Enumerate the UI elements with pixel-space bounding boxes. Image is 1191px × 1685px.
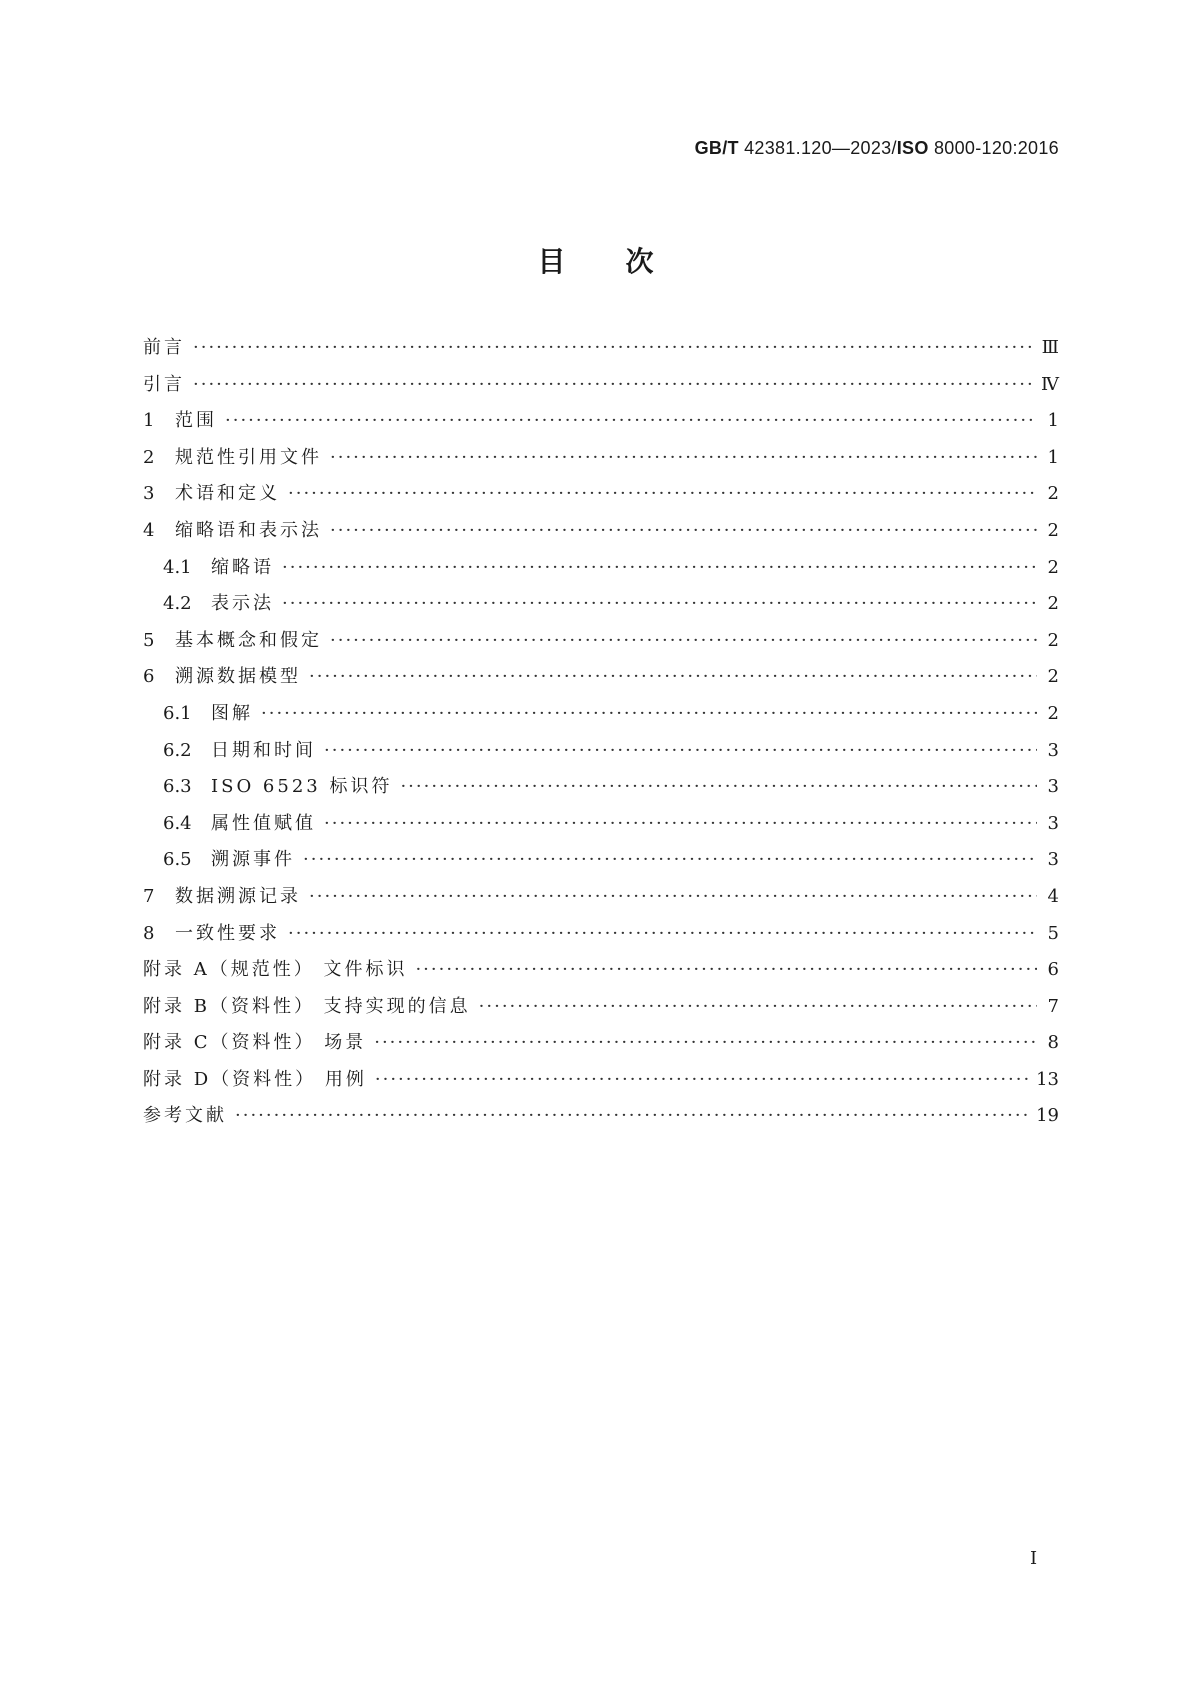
toc-entry[interactable]: [143, 589, 1059, 626]
toc-dot-leader: [303, 849, 1037, 870]
doc-code-number: 42381.120—2023/: [738, 138, 897, 158]
toc-entry-page: 2: [1047, 629, 1059, 651]
toc-entry-label: 引言: [143, 373, 185, 395]
toc-dot-leader: [309, 886, 1037, 907]
toc-entry[interactable]: [143, 1101, 1059, 1138]
toc-entry[interactable]: [143, 992, 1059, 1029]
toc-entry[interactable]: [143, 553, 1059, 590]
toc-entry-page: 4: [1047, 885, 1059, 907]
toc-entry-number: 8: [143, 922, 155, 944]
toc-entry[interactable]: [143, 479, 1059, 516]
toc-dot-leader: [282, 557, 1037, 578]
toc-entry-page: 3: [1047, 812, 1059, 834]
toc-entry-page: 7: [1047, 995, 1059, 1017]
document-code: [695, 138, 1059, 159]
toc-entry-page: 1: [1047, 446, 1059, 468]
toc-entry-label: 一致性要求: [175, 922, 280, 944]
doc-code-iso-number: 8000-120:2016: [928, 138, 1059, 158]
toc-entry-page: 1: [1047, 410, 1059, 432]
toc-entry-number: 6.5: [163, 849, 192, 871]
toc-entry-label: 附录 D（资料性） 用例: [143, 1068, 367, 1090]
toc-entry-label: 附录 C（资料性） 场景: [143, 1032, 367, 1054]
toc-entry[interactable]: [143, 626, 1059, 663]
toc-dot-leader: [374, 1032, 1037, 1053]
toc-entry-page: 19: [1036, 1105, 1059, 1127]
toc-entry[interactable]: [143, 699, 1059, 736]
toc-entry-page: 2: [1047, 483, 1059, 505]
toc-entry-label: 属性值赋值: [211, 812, 316, 834]
toc-entry-page: 3: [1047, 776, 1059, 798]
toc-entry[interactable]: [143, 443, 1059, 480]
toc-entry-number: 2: [143, 446, 155, 468]
toc-dot-leader: [400, 776, 1037, 797]
toc-entry-label: 图解: [211, 702, 253, 724]
toc-entry-label: 数据溯源记录: [175, 885, 301, 907]
toc-entry[interactable]: [143, 809, 1059, 846]
toc-dot-leader: [324, 740, 1037, 761]
toc-entry-number: 6.1: [163, 702, 192, 724]
toc-entry[interactable]: [143, 370, 1059, 407]
toc-entry-number: 6.3: [163, 776, 192, 798]
toc-entry-number: 4.1: [163, 556, 192, 578]
toc-entry-page: 2: [1047, 556, 1059, 578]
toc-entry-page: 2: [1047, 666, 1059, 688]
toc-entry[interactable]: [143, 1028, 1059, 1065]
toc-entry[interactable]: [143, 333, 1059, 370]
toc-entry-label: 前言: [143, 337, 185, 358]
toc-entry-number: 4.2: [163, 593, 192, 615]
toc-dot-leader: [330, 630, 1037, 651]
toc-entry-label: 缩略语: [211, 556, 274, 578]
toc-entry-page: 3: [1047, 739, 1059, 761]
toc-entry[interactable]: [143, 955, 1059, 992]
toc-entry[interactable]: [143, 662, 1059, 699]
toc-entry-page: 2: [1047, 593, 1059, 615]
toc-entry-number: 6.4: [163, 812, 192, 834]
toc-dot-leader: [309, 666, 1037, 687]
toc-dot-leader: [193, 337, 1034, 358]
toc-entry-number: 1: [143, 410, 155, 432]
toc-entry-page: 5: [1047, 922, 1059, 944]
toc-entry-number: 7: [143, 885, 155, 907]
toc-dot-leader: [288, 483, 1037, 504]
toc-entry-label: 表示法: [211, 593, 274, 615]
toc-entry[interactable]: [143, 516, 1059, 553]
toc-entry[interactable]: [143, 845, 1059, 882]
toc-dot-leader: [282, 593, 1037, 614]
toc-entry-page: 13: [1036, 1068, 1059, 1090]
table-of-contents: [143, 333, 1059, 1138]
toc-entry-page: 6: [1047, 959, 1059, 981]
toc-dot-leader: [225, 410, 1037, 431]
toc-dot-leader: [375, 1069, 1028, 1090]
toc-entry-number: 6: [143, 666, 155, 688]
toc-entry-page: Ⅳ: [1041, 373, 1059, 395]
doc-code-prefix: GB/T: [694, 138, 739, 158]
toc-entry-number: 6.2: [163, 739, 192, 761]
toc-entry-label: 附录 A（规范性） 文件标识: [143, 959, 408, 981]
toc-entry-number: 5: [143, 629, 155, 651]
toc-dot-leader: [415, 959, 1037, 980]
toc-entry-label: 基本概念和假定: [175, 629, 322, 651]
toc-entry[interactable]: [143, 1065, 1059, 1102]
toc-entry-page: 3: [1047, 849, 1059, 871]
page-number: I: [1030, 1548, 1038, 1569]
toc-entry-label: 溯源数据模型: [175, 666, 301, 688]
toc-entry-label: 附录 B（资料性） 支持实现的信息: [143, 995, 471, 1017]
toc-dot-leader: [235, 1105, 1028, 1126]
toc-entry-page: 2: [1047, 702, 1059, 724]
toc-entry-label: 规范性引用文件: [175, 446, 322, 468]
toc-entry-label: ISO 6523 标识符: [211, 776, 393, 798]
toc-dot-leader: [324, 813, 1037, 834]
toc-entry[interactable]: [143, 919, 1059, 956]
toc-entry-label: 术语和定义: [175, 483, 280, 505]
toc-entry-number: 4: [143, 519, 155, 541]
toc-entry-page: 2: [1047, 519, 1059, 541]
toc-entry-label: 范围: [175, 410, 217, 432]
toc-entry[interactable]: [143, 406, 1059, 443]
toc-entry-label: 缩略语和表示法: [175, 519, 322, 541]
toc-dot-leader: [330, 447, 1037, 468]
toc-dot-leader: [193, 374, 1033, 395]
doc-code-iso: ISO: [896, 138, 929, 158]
toc-entry[interactable]: [143, 736, 1059, 773]
toc-dot-leader: [261, 703, 1037, 724]
toc-entry-label: 溯源事件: [211, 849, 295, 871]
toc-dot-leader: [479, 996, 1037, 1017]
toc-entry-label: 日期和时间: [211, 739, 316, 761]
toc-entry-label: 参考文献: [143, 1105, 227, 1127]
toc-entry-page: 8: [1047, 1032, 1059, 1054]
toc-entry-page: Ⅲ: [1041, 337, 1059, 358]
toc-dot-leader: [288, 923, 1037, 944]
toc-entry-number: 3: [143, 483, 155, 505]
toc-title: 目次: [537, 245, 714, 278]
toc-entry[interactable]: [143, 882, 1059, 919]
toc-dot-leader: [330, 520, 1037, 541]
toc-entry[interactable]: [143, 772, 1059, 809]
